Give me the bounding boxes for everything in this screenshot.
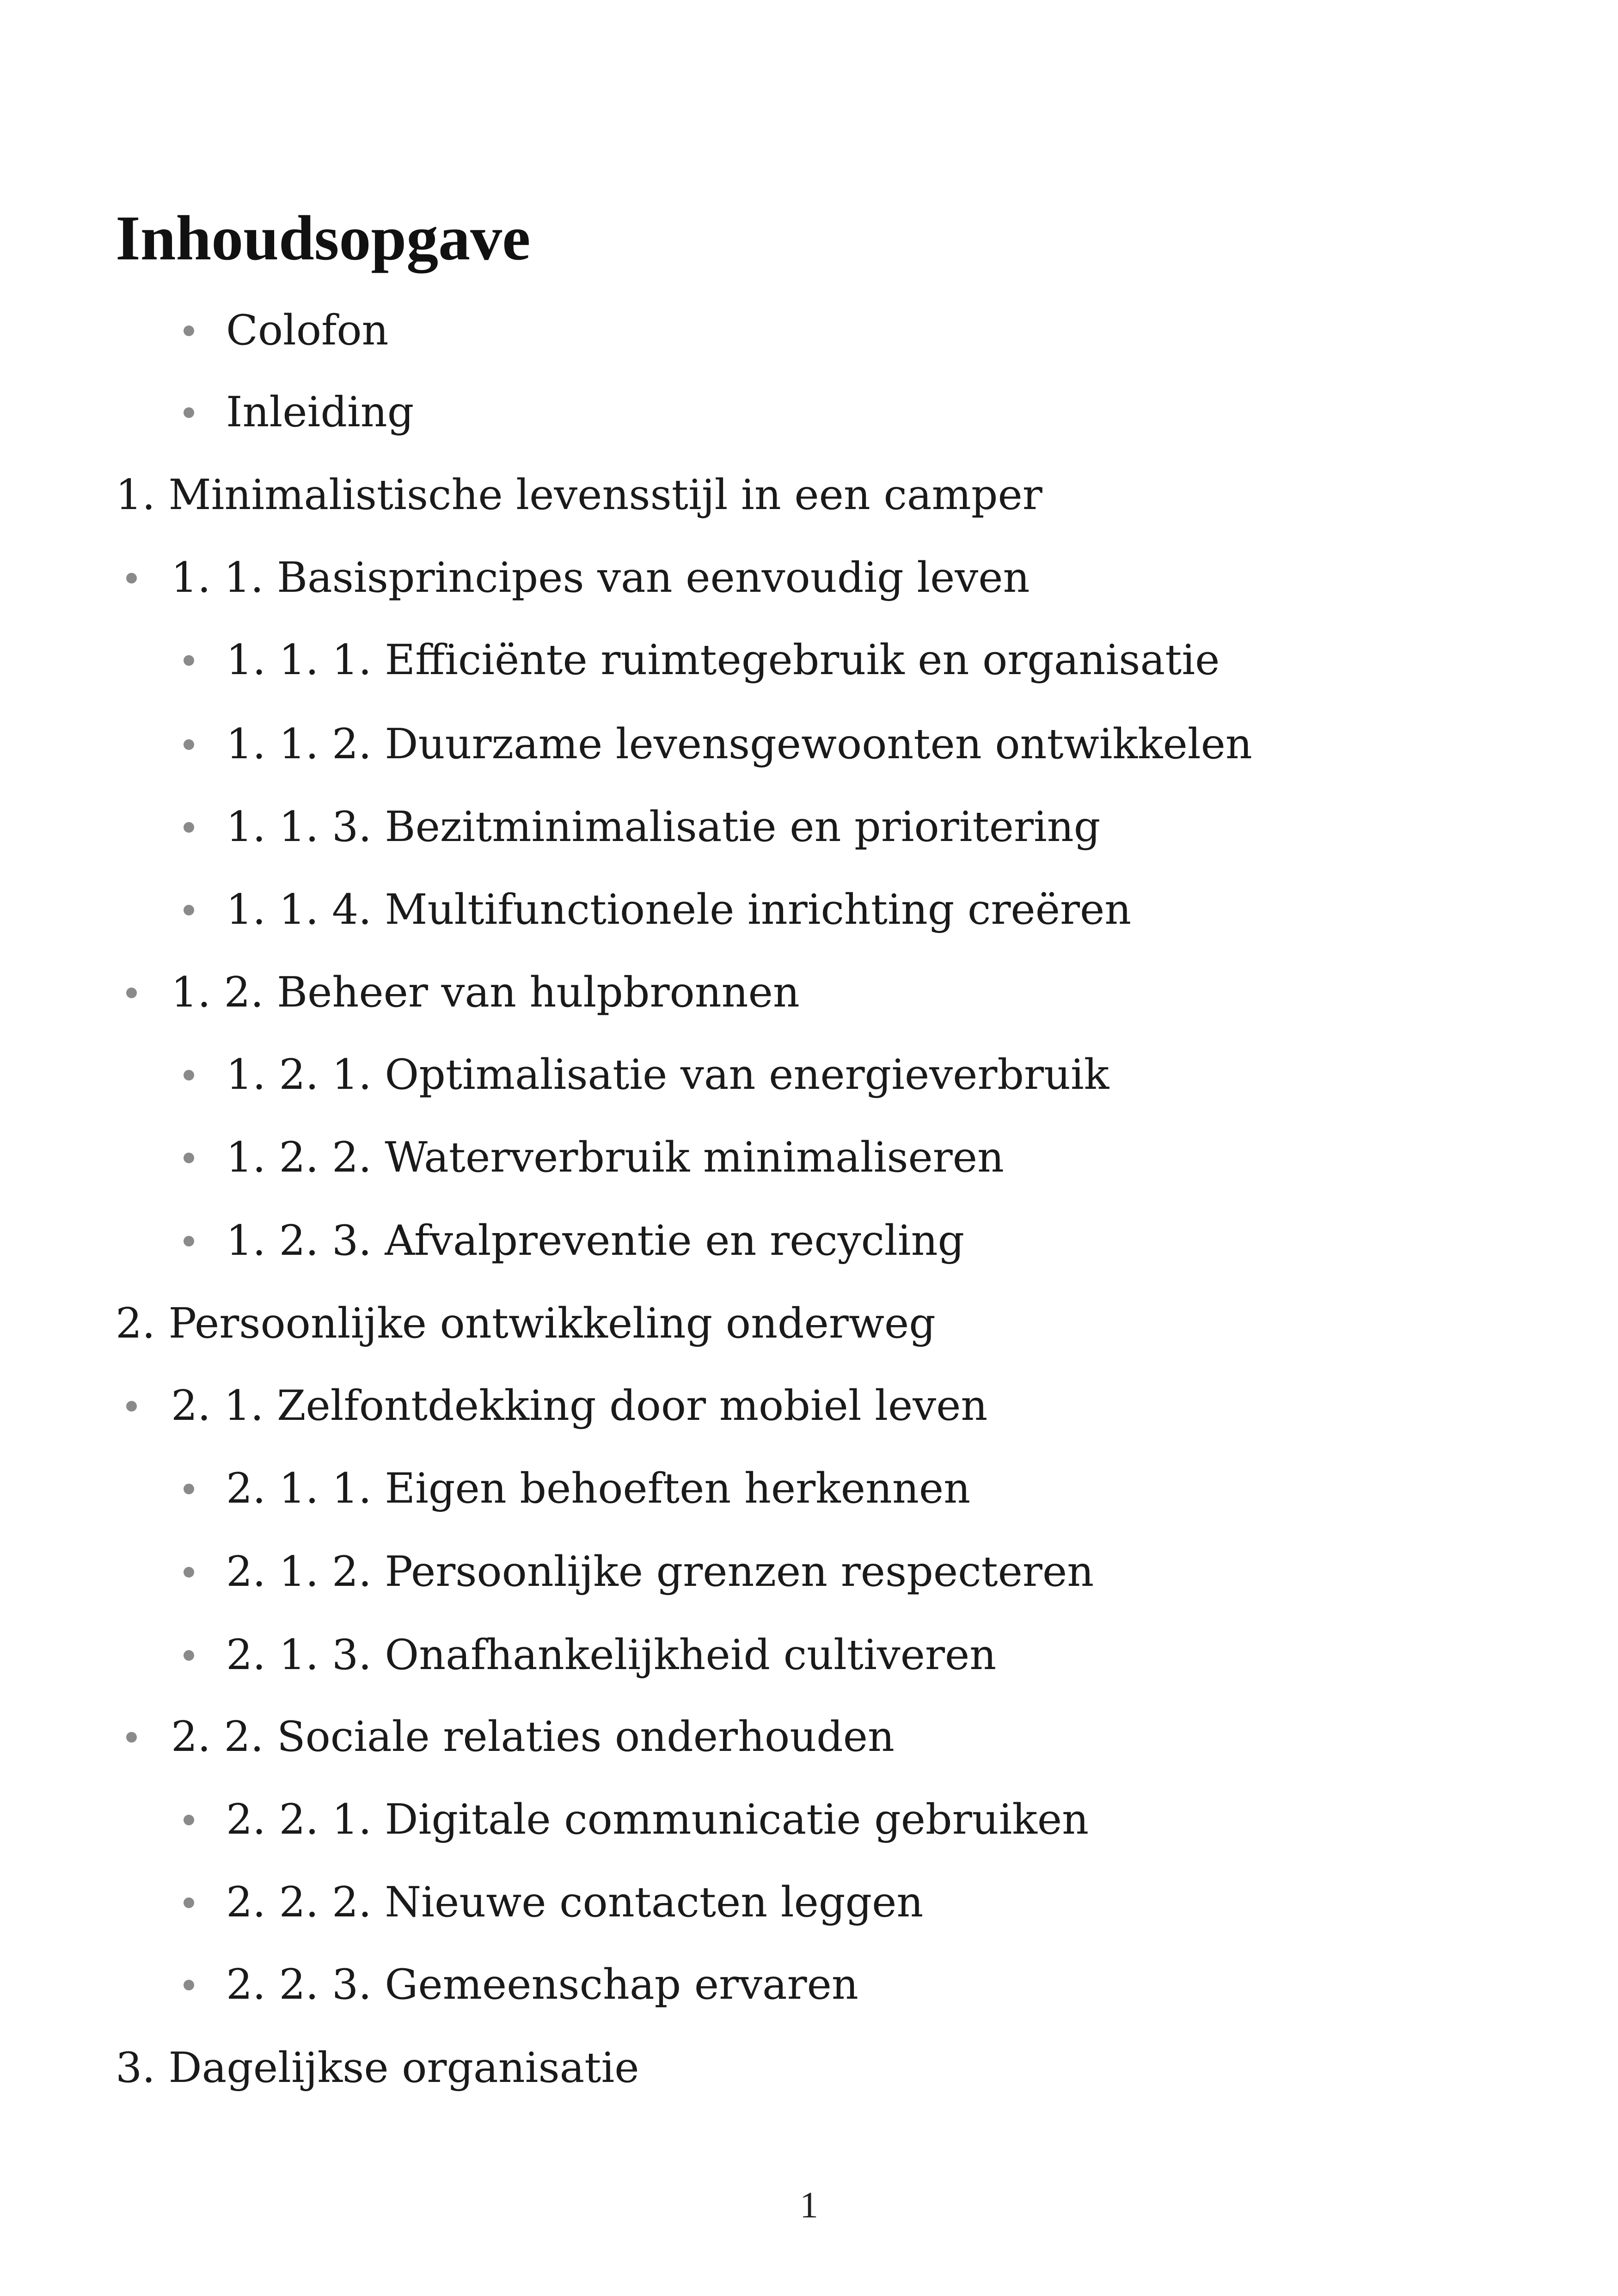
toc-entry-label: 1. 2. 1. Optimalisatie van energieverbruik [226,1050,1109,1099]
toc-entry-label: 1. 1. 2. Duurzame levensgewoonten ontwikkelen [226,720,1252,768]
toc-entry-label: 3. Dagelijkse organisatie [116,2044,639,2092]
toc-entry-label: 2. 1. 1. Eigen behoeften herkennen [226,1464,971,1513]
toc-entry-label: 2. 1. 2. Persoonlijke grenzen respecteren [226,1547,1094,1596]
toc-entry-label: 1. 1. 4. Multifunctionele inrichting creëren [226,885,1132,934]
bullet-icon [184,1875,197,1930]
bullet-icon [184,1213,197,1269]
bullet-icon [126,965,140,1020]
bullet-icon [126,1709,140,1765]
bullet-icon [184,1792,197,1848]
toc-entry-label: 1. 1. 1. Efficiënte ruimtegebruik en organisatie [226,636,1220,684]
toc-entry-label: 2. 1. 3. Onafhankelijkheid cultiveren [226,1631,997,1679]
toc-entry-label: Colofon [226,306,389,355]
bullet-icon [184,1544,197,1600]
page-number: 1 [800,2185,818,2226]
toc-entry-label: 2. 1. Zelfontdekking door mobiel leven [171,1381,988,1430]
bullet-icon [184,1130,197,1185]
toc-entry-label: Inleiding [226,388,414,436]
toc-entry-label: 2. 2. 1. Digitale communicatie gebruiken [226,1795,1089,1844]
bullet-icon [184,1047,197,1103]
bullet-icon [126,1378,140,1434]
bullet-icon [126,550,140,606]
toc-entry-label: 2. 2. Sociale relaties onderhouden [171,1713,895,1761]
toc-entry-label: 2. 2. 3. Gemeenschap ervaren [226,1960,858,2009]
bullet-icon [184,717,197,772]
bullet-icon [184,882,197,938]
bullet-icon [184,799,197,855]
bullet-icon [184,1957,197,2013]
toc-entry-label: 2. 2. 2. Nieuwe contacten leggen [226,1878,924,1927]
page-title: Inhoudsopgave [116,203,531,273]
toc-entry-label: 1. 2. 3. Afvalpreventie en recycling [226,1216,965,1265]
toc-entry-label: 1. 1. Basisprincipes van eenvoudig leven [171,553,1030,602]
bullet-icon [184,385,197,440]
bullet-icon [184,632,197,688]
toc-entry-label: 2. Persoonlijke ontwikkeling onderweg [116,1299,936,1348]
toc-entry-label: 1. 2. 2. Waterverbruik minimaliseren [226,1133,1005,1182]
toc-entry-label: 1. 1. 3. Bezitminimalisatie en prioritering [226,803,1101,851]
toc-entry-label: 1. Minimalistische levensstijl in een camper [116,471,1042,519]
bullet-icon [184,1461,197,1516]
bullet-icon [184,1627,197,1683]
bullet-icon [184,303,197,358]
toc-entry-label: 1. 2. Beheer van hulpbronnen [171,968,800,1017]
